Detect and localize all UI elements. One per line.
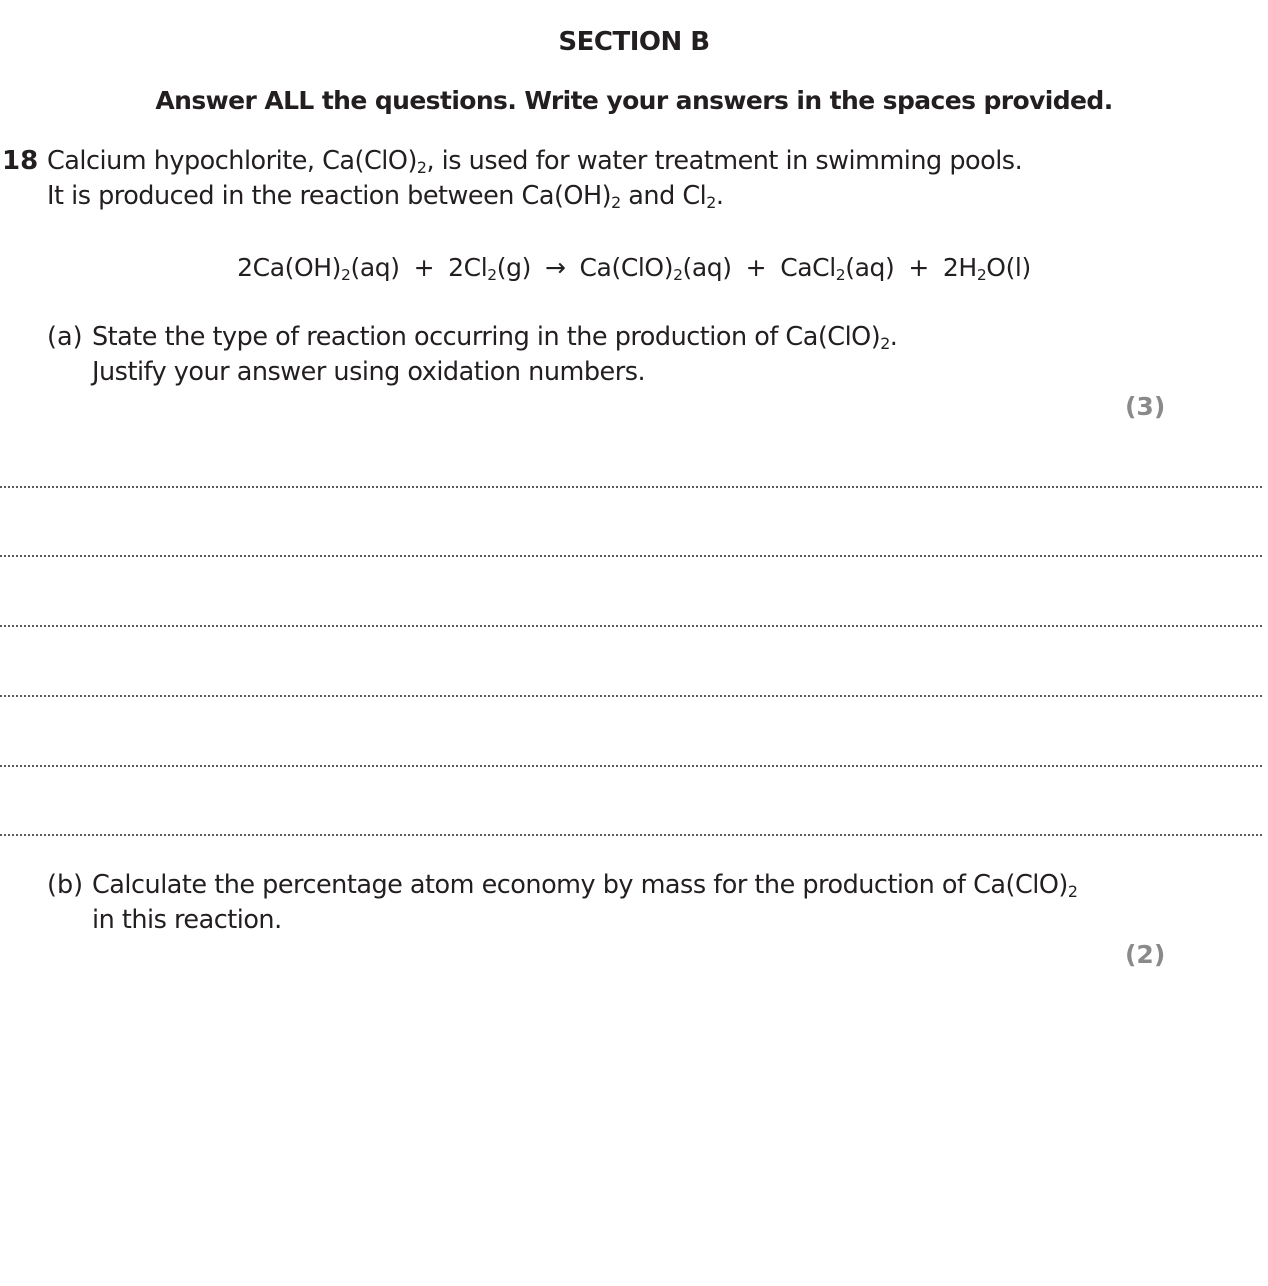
answer-line[interactable] [0, 834, 1262, 836]
part-b-prompt-line-2: in this reaction. [92, 905, 282, 935]
part-a-prompt-line-1: State the type of reaction occurring in the production of $Ca(ClO)_2$. [92, 322, 898, 353]
answer-line[interactable] [0, 695, 1262, 697]
reaction-arrow: → [544, 253, 566, 282]
answer-line[interactable] [0, 765, 1262, 767]
part-b-label: (b) [47, 870, 84, 900]
answer-line[interactable] [0, 555, 1262, 557]
part-a-prompt-line-2: Justify your answer using oxidation numbers. [92, 357, 646, 387]
answer-line[interactable] [0, 625, 1262, 627]
chemical-equation: $2Ca(OH)_2(aq) + 2Cl_2(g) \to Ca(ClO)_2(aq)$ + CaCl$_2$(aq) + $2H_2O(l)$ [237, 253, 1031, 284]
question-number: 18 [2, 146, 39, 176]
answer-line[interactable] [0, 486, 1262, 488]
part-a-label: (a) [47, 322, 83, 352]
part-b-answer-space[interactable] [0, 990, 1268, 1280]
section-title: SECTION B [558, 27, 710, 57]
question-intro-line-2: It is produced in the reaction between $Ca(OH)_2$ and $Cl_2$. [47, 181, 724, 212]
part-b-marks: (2) [1125, 940, 1166, 969]
part-a-marks: (3) [1125, 392, 1166, 421]
part-b-prompt-line-1: Calculate the percentage atom economy by mass for the production of $Ca(ClO)_2$ [92, 870, 1078, 901]
section-instruction: Answer ALL the questions. Write your answers in the spaces provided. [155, 86, 1113, 115]
question-intro-line-1: Calcium hypochlorite, $Ca(ClO)_2$, is used for water treatment in swimming pools. [47, 146, 1023, 177]
